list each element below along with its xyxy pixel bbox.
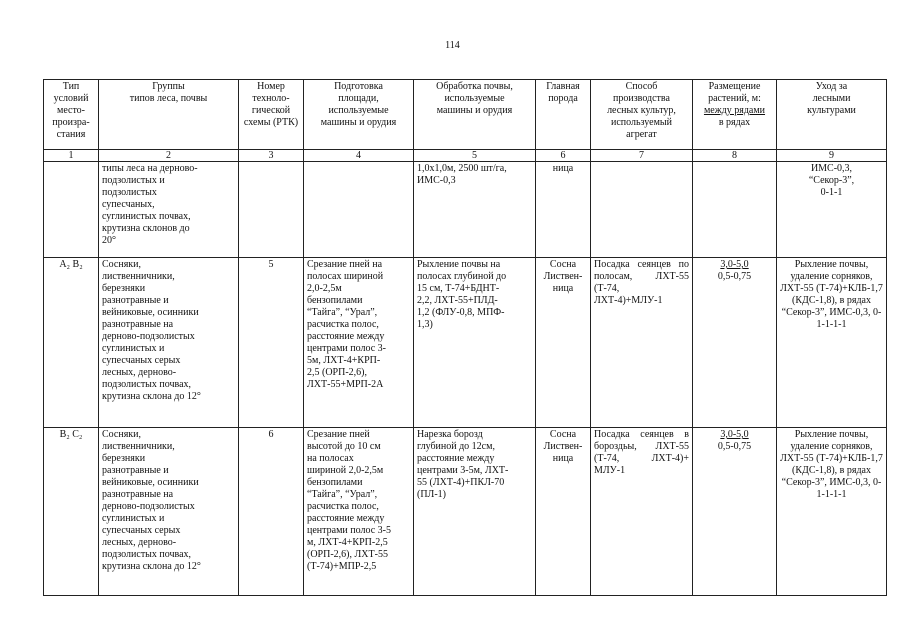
- header-planting-method: Способ производства лесных культур, используемый агрегат: [591, 80, 693, 150]
- cell-soil-treatment: Рыхление почвы на полосах глубиной до 15 см, Т-74+БДНТ- 2,2, ЛХТ-55+ПЛД- 1,2 (ФЛУ-0,8, МПФ- 1,3): [414, 258, 536, 428]
- cell-plant-spacing: [693, 162, 777, 258]
- cell-plantation-care: Рыхление почвы, удаление сорняков, ЛХТ-55 (Т-74)+КЛБ-1,7 (КДС-1,8), в рядах “Секор-3”, ИМС-0,3, 0-1-1-1-1: [777, 258, 887, 428]
- column-number: 9: [777, 150, 887, 162]
- column-number: 5: [414, 150, 536, 162]
- cell-plantation-care: Рыхление почвы, удаление сорняков, ЛХТ-55 (Т-74)+КЛБ-1,7 (КДС-1,8), в рядах “Секор-3”, ИМС-0,3, 0-1-1-1-1: [777, 428, 887, 596]
- cell-site-type: А₂ В₂: [44, 258, 99, 428]
- table-row: [44, 162, 887, 258]
- cell-area-preparation: Срезание пней на полосах шириной 2,0-2,5м бензопилами “Тайга”, “Урал”, расчистка полос, расстояние между центрами полос 3- 5м, ЛХТ-4+КРП- 2,5 (ОРП-2,6), ЛХТ-55+МРП-2А: [304, 258, 414, 428]
- cell-site-type: [44, 162, 99, 258]
- header-spacing-in-rows: в рядах: [718, 117, 751, 128]
- cell-soil-treatment: Нарезка борозд глубиной до 12см, расстояние между центрами 3-5м, ЛХТ- 55 (ЛХТ-4)+ПКЛ-70 (ПЛ-1): [414, 428, 536, 596]
- page-number: 114: [445, 40, 460, 51]
- spacing-between-rows: 3,0-5,0: [720, 429, 749, 440]
- header-soil-treatment: Обработка почвы, используемые машины и орудия: [414, 80, 536, 150]
- header-plant-spacing-title: Размещение растений, м:: [708, 81, 761, 104]
- table-row: [44, 428, 887, 596]
- technology-table: [43, 79, 887, 596]
- cell-forest-groups: Сосняки, лиственничники, березняки разнотравные и вейниковые, осинники разнотравные на дерново-подзолистых суглинистых и супесчаных серых лесных, дерново- подзолистых почвах, крутизна склона до 12°: [99, 258, 239, 428]
- header-plantation-care: Уход за лесными культурами: [777, 80, 887, 150]
- cell-soil-treatment: 1,0х1,0м, 2500 шт/га, ИМС-0,3: [414, 162, 536, 258]
- cell-main-species: Сосна Листвен- ница: [536, 428, 591, 596]
- cell-planting-method: Посадка сеянцев по полосам, ЛХТ-55 (Т-74, ЛХТ-4)+МЛУ-1: [591, 258, 693, 428]
- table-row: [44, 258, 887, 428]
- spacing-between-rows: 3,0-5,0: [720, 259, 749, 270]
- header-row: [44, 80, 887, 150]
- spacing-in-rows: 0,5-0,75: [717, 271, 752, 282]
- cell-plant-spacing: [693, 258, 777, 428]
- cell-forest-groups: типы леса на дерново- подзолистых и подзолистых супесчаных, суглинистых почвах, крутизна склонов до 20°: [99, 162, 239, 258]
- cell-site-type: В₂ С₂: [44, 428, 99, 596]
- cell-plant-spacing: [693, 428, 777, 596]
- column-number-row: [44, 150, 887, 162]
- cell-main-species: ница: [536, 162, 591, 258]
- cell-forest-groups: Сосняки, лиственничники, березняки разнотравные и вейниковые, осинники разнотравные на дерново-подзолистых суглинистых и супесчаных серых лесных, дерново- подзолистых почвах, крутизна склона до 12°: [99, 428, 239, 596]
- spacing-in-rows: 0,5-0,75: [717, 441, 752, 452]
- column-number: 2: [99, 150, 239, 162]
- header-main-species: Главная порода: [536, 80, 591, 150]
- cell-plantation-care: ИМС-0,3, “Секор-3”, 0-1-1: [777, 162, 887, 258]
- column-number: 8: [693, 150, 777, 162]
- cell-planting-method: Посадка сеянцев в бороздьы, ЛХТ-55 (Т-74, ЛХТ-4)+ МЛУ-1: [591, 428, 693, 596]
- column-number: 6: [536, 150, 591, 162]
- cell-main-species: Сосна Листвен- ница: [536, 258, 591, 428]
- header-site-type: Тип условий место- произра- стания: [44, 80, 99, 150]
- cell-area-preparation: [304, 162, 414, 258]
- column-number: 7: [591, 150, 693, 162]
- column-number: 4: [304, 150, 414, 162]
- cell-scheme-number: 5: [239, 258, 304, 428]
- column-number: 1: [44, 150, 99, 162]
- header-spacing-between-rows: между рядами: [703, 105, 766, 116]
- cell-scheme-number: 6: [239, 428, 304, 596]
- header-forest-groups: Группы типов леса, почвы: [99, 80, 239, 150]
- cell-planting-method: [591, 162, 693, 258]
- cell-area-preparation: Срезание пней высотой до 10 см на полосах шириной 2,0-2,5м бензопилами “Тайга”, “Урал”, расчистка полос, расстояние между центрами полос 3-5 м, ЛХТ-4+КРП-2,5 (ОРП-2,6), ЛХТ-55 (Т-74)+МПР-2,5: [304, 428, 414, 596]
- header-scheme-number: Номер техноло- гической схемы (РТК): [239, 80, 304, 150]
- cell-scheme-number: [239, 162, 304, 258]
- column-number: 3: [239, 150, 304, 162]
- header-plant-spacing: [693, 80, 777, 150]
- header-area-preparation: Подготовка площади, используемые машины и орудия: [304, 80, 414, 150]
